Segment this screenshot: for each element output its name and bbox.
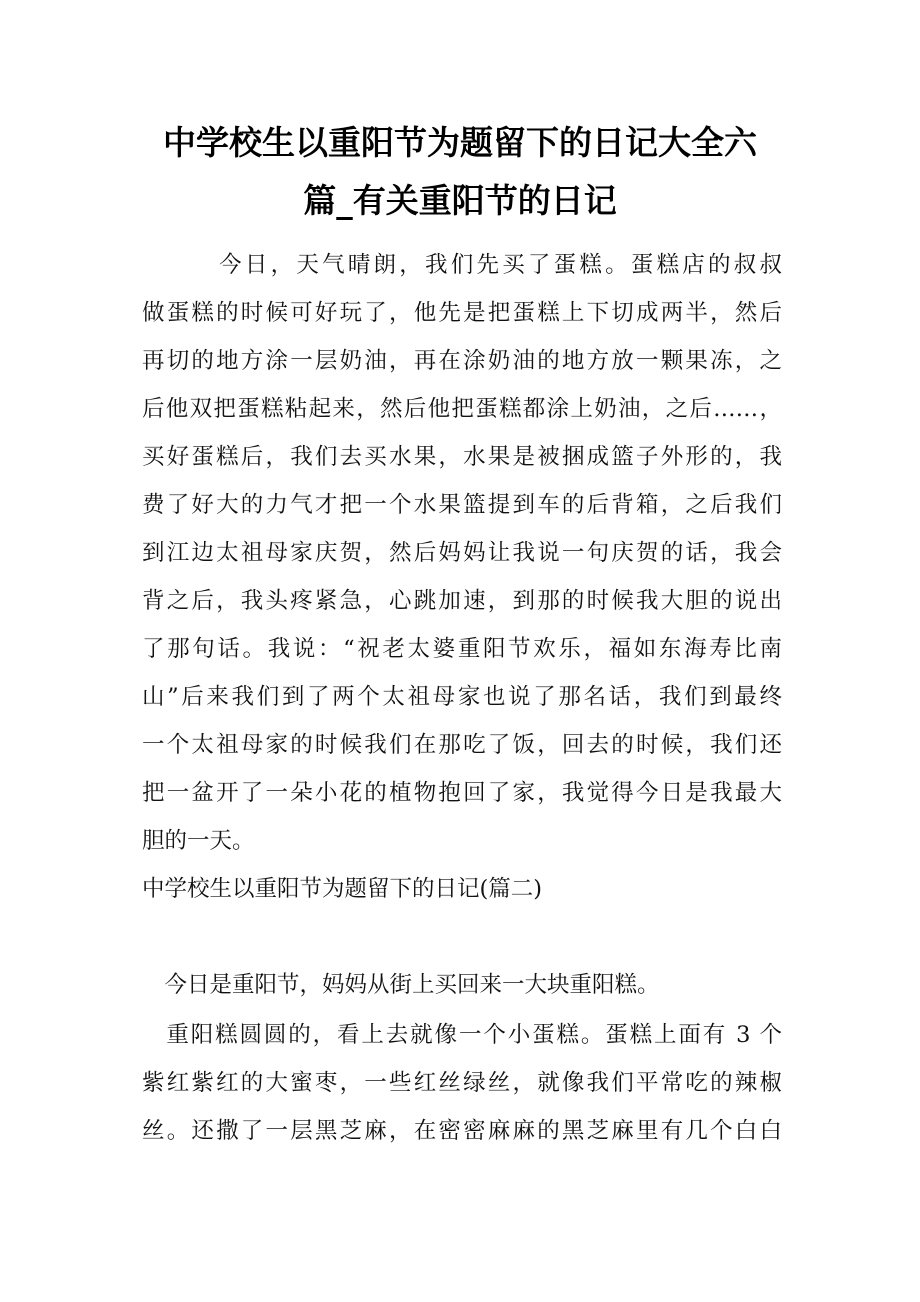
paragraph-1-line: 做蛋糕的时候可好玩了，他先是把蛋糕上下切成两半，然后 xyxy=(142,300,782,326)
section-2-heading: 中学校生以重阳节为题留下的日记(篇二) xyxy=(142,876,543,902)
paragraph-3-line: 丝。还撒了一层黑芝麻，在密密麻麻的黑芝麻里有几个白白 xyxy=(142,1118,782,1144)
document-title xyxy=(120,114,800,230)
paragraph-3-line: 重阳糕圆圆的，看上去就像一个小蛋糕。蛋糕上面有 3 个 xyxy=(142,1022,782,1048)
paragraph-3-line: 紫红紫红的大蜜枣，一些红丝绿丝，就像我们平常吃的辣椒 xyxy=(142,1070,782,1096)
paragraph-1-line: 把一盆开了一朵小花的植物抱回了家，我觉得今日是我最大 xyxy=(142,780,782,806)
paragraph-1-line: 了那句话。我说：“祝老太婆重阳节欢乐，福如东海寿比南 xyxy=(142,636,782,662)
paragraph-1-line: 费了好大的力气才把一个水果篮提到车的后背箱，之后我们 xyxy=(142,492,782,518)
paragraph-1-line: 胆的一天。 xyxy=(142,828,255,854)
paragraph-1-line: 背之后，我头疼紧急，心跳加速，到那的时候我大胆的说出 xyxy=(142,588,782,614)
paragraph-1-line: 一个太祖母家的时候我们在那吃了饭，回去的时候，我们还 xyxy=(142,732,782,758)
paragraph-1-line: 山”后来我们到了两个太祖母家也说了那名话，我们到最终 xyxy=(142,684,782,710)
paragraph-1-line: 后他双把蛋糕粘起来，然后他把蛋糕都涂上奶油，之后……， xyxy=(142,396,782,422)
paragraph-1-line: 到江边太祖母家庆贺，然后妈妈让我说一句庆贺的话，我会 xyxy=(142,540,782,566)
paragraph-1-line: 买好蛋糕后，我们去买水果，水果是被捆成篮子外形的，我 xyxy=(142,444,782,470)
title-line-2: 篇_有关重阳节的日记 xyxy=(303,181,617,220)
paragraph-2: 今日是重阳节，妈妈从街上买回来一大块重阳糕。 xyxy=(142,972,660,998)
paragraph-1-line: 今日，天气晴朗，我们先买了蛋糕。蛋糕店的叔叔 xyxy=(142,252,782,278)
paragraph-1-line: 再切的地方涂一层奶油，再在涂奶油的地方放一颗果冻，之 xyxy=(142,348,782,374)
title-line-1: 中学校生以重阳节为题留下的日记大全六 xyxy=(163,123,757,162)
